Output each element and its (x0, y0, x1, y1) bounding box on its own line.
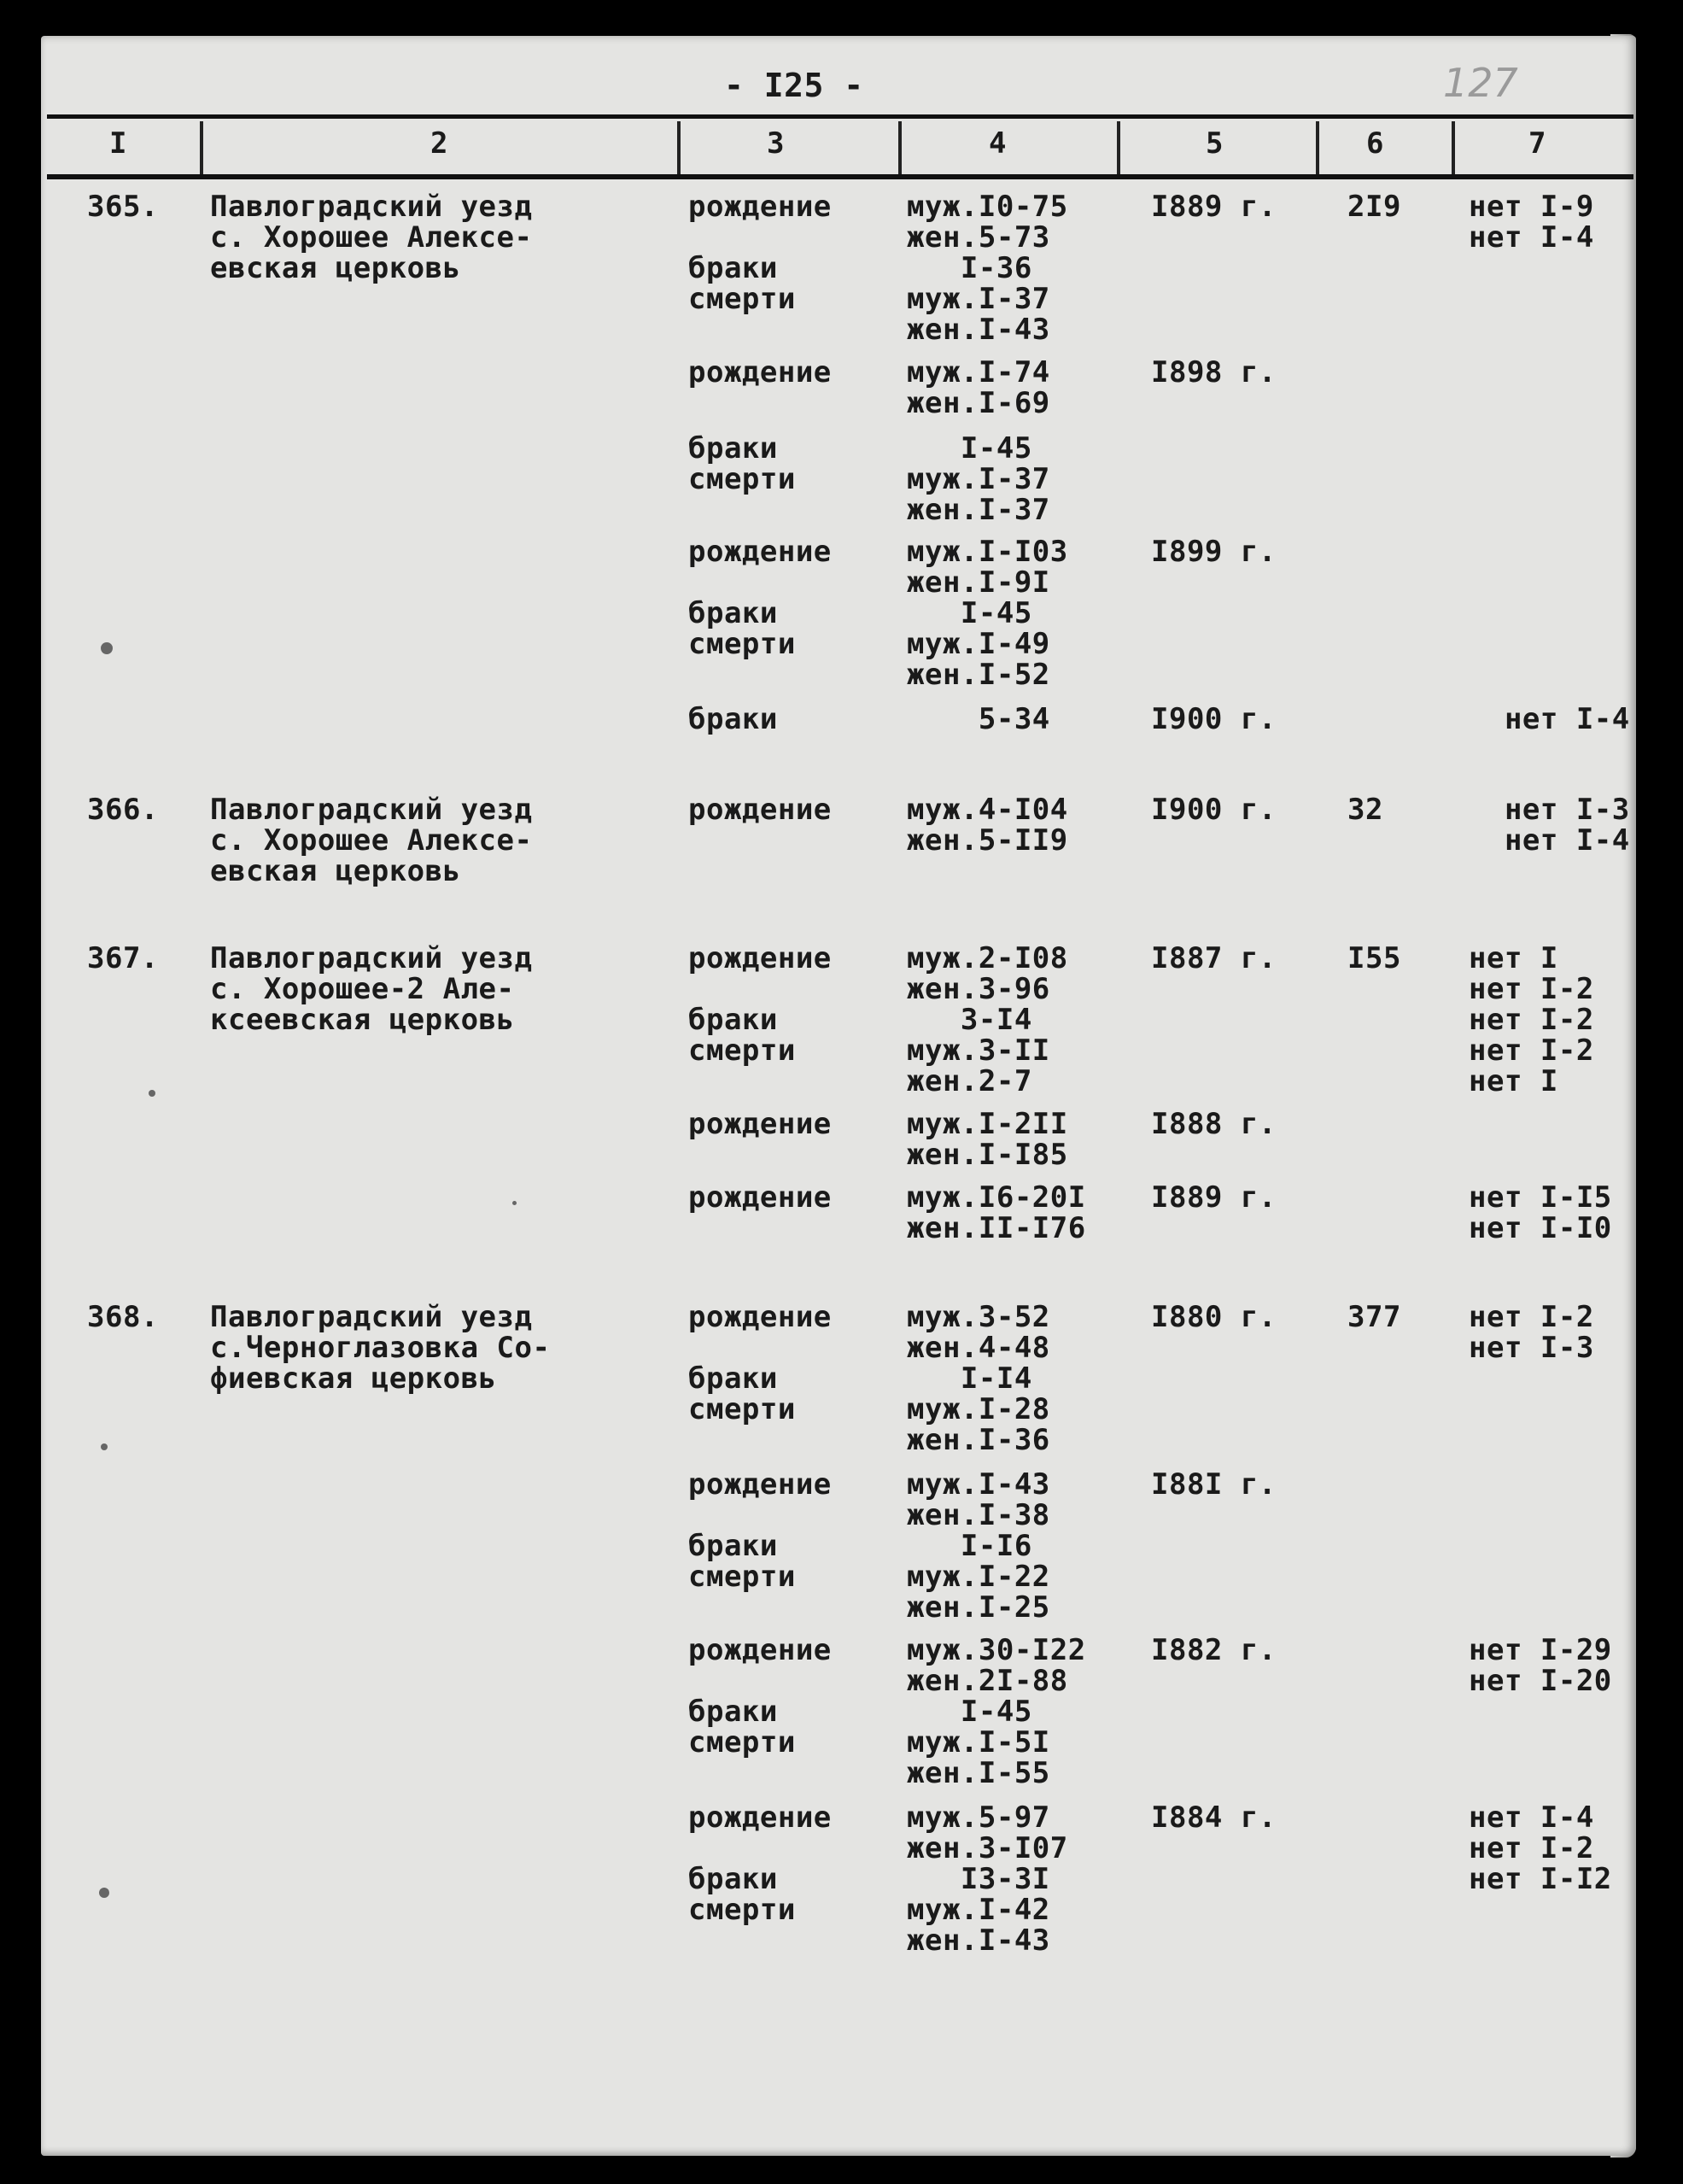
record-notes: нет I-I5 нет I-I0 (1469, 1180, 1612, 1245)
record-counts: муж.2-I08 жен.3-96 3-I4 муж.3-II жен.2-7 (907, 941, 1068, 1098)
header-top-rule (47, 114, 1633, 119)
record-year: I882 г. (1151, 1633, 1277, 1667)
column-separator (1316, 121, 1319, 174)
handwritten-folio-number: 127 (1443, 60, 1518, 106)
column-header-7: 7 (1528, 126, 1546, 161)
record-counts: 5-34 (907, 702, 1050, 736)
scan-speck (149, 1090, 155, 1097)
entry-count-col6: 377 (1347, 1300, 1401, 1334)
record-year: I888 г. (1151, 1107, 1277, 1141)
record-year: I899 г. (1151, 535, 1277, 569)
record-counts: муж.I0-75 жен.5-73 I-36 муж.I-37 жен.I-43 (907, 190, 1068, 347)
record-year: I889 г. (1151, 1180, 1277, 1215)
record-notes: нет I-3 нет I-4 (1504, 793, 1630, 858)
entry-place: Павлоградский уезд с.Черноглазовка Со- фиевская церковь (210, 1300, 551, 1396)
entry-count-col6: I55 (1347, 941, 1401, 975)
column-header-3: 3 (767, 126, 785, 161)
record-notes: нет I-4 нет I-2 нет I-I2 (1469, 1800, 1612, 1896)
entry-place: Павлоградский уезд с. Хорошее-2 Але- ксеевская церковь (210, 941, 533, 1037)
column-header-6: 6 (1366, 126, 1384, 161)
record-year: I88I г. (1151, 1467, 1277, 1502)
record-types: рождение (688, 355, 832, 389)
record-year: I900 г. (1151, 702, 1277, 736)
record-types: рождение браки смерти (688, 1633, 832, 1759)
column-header-5: 5 (1206, 126, 1224, 161)
record-year: I884 г. (1151, 1800, 1277, 1835)
entry-number: 368. (87, 1300, 159, 1334)
entry-number: 367. (87, 941, 159, 975)
record-types: браки (688, 702, 778, 736)
record-types: рождение браки смерти (688, 941, 832, 1068)
archival-page (41, 36, 1636, 2156)
column-separator (677, 121, 681, 174)
record-notes: нет I-9 нет I-4 (1469, 190, 1594, 255)
record-counts: муж.4-I04 жен.5-II9 (907, 793, 1068, 858)
record-year: I889 г. (1151, 190, 1277, 224)
entry-place: Павлоградский уезд с. Хорошее Алексе- евская церковь (210, 793, 533, 888)
record-counts: муж.30-I22 жен.2I-88 I-45 муж.I-5I жен.I-55 (907, 1633, 1086, 1790)
column-separator (200, 121, 203, 174)
record-notes: нет I нет I-2 нет I-2 нет I-2 нет I (1469, 941, 1594, 1098)
record-types: браки смерти (688, 431, 796, 496)
column-separator (1117, 121, 1120, 174)
record-counts: муж.I-74 жен.I-69 (907, 355, 1050, 420)
record-counts: муж.I-2II жен.I-I85 (907, 1107, 1068, 1172)
entry-number: 365. (87, 190, 159, 224)
column-separator (1452, 121, 1455, 174)
record-notes: нет I-4 (1469, 702, 1630, 736)
record-counts: I-45 муж.I-37 жен.I-37 (907, 431, 1050, 527)
scan-speck (101, 1443, 108, 1450)
scan-speck (99, 1888, 109, 1898)
record-types: рождение браки смерти (688, 190, 832, 316)
record-notes: нет I-29 нет I-20 (1469, 1633, 1612, 1698)
column-separator (898, 121, 902, 174)
record-counts: муж.3-52 жен.4-48 I-I4 муж.I-28 жен.I-36 (907, 1300, 1050, 1457)
column-header-2: 2 (430, 126, 448, 161)
record-types: рождение браки смерти (688, 1467, 832, 1594)
record-types: рождение браки смерти (688, 1800, 832, 1927)
record-types: рождение браки смерти (688, 1300, 832, 1426)
record-types: рождение (688, 1107, 832, 1141)
record-notes: нет I-2 нет I-3 (1469, 1300, 1594, 1365)
entry-number: 366. (87, 793, 159, 827)
record-counts: муж.5-97 жен.3-I07 I3-3I муж.I-42 жен.I-43 (907, 1800, 1068, 1958)
record-types: рождение (688, 1180, 832, 1215)
scan-speck (101, 642, 113, 654)
entry-place: Павлоградский уезд с. Хорошее Алексе- евская церковь (210, 190, 533, 285)
column-header-1: I (109, 126, 127, 161)
record-counts: муж.I6-20I жен.II-I76 (907, 1180, 1086, 1245)
record-year: I887 г. (1151, 941, 1277, 975)
record-types: рождение браки смерти (688, 535, 832, 661)
page-number: - I25 - (724, 67, 864, 104)
column-header-4: 4 (989, 126, 1007, 161)
record-year: I898 г. (1151, 355, 1277, 389)
record-counts: муж.I-I03 жен.I-9I I-45 муж.I-49 жен.I-52 (907, 535, 1068, 692)
record-year: I880 г. (1151, 1300, 1277, 1334)
record-year: I900 г. (1151, 793, 1277, 827)
scan-speck (512, 1201, 517, 1205)
entry-count-col6: 2I9 (1347, 190, 1401, 224)
header-bottom-rule (47, 174, 1633, 179)
record-counts: муж.I-43 жен.I-38 I-I6 муж.I-22 жен.I-25 (907, 1467, 1050, 1625)
record-types: рождение (688, 793, 832, 827)
entry-count-col6: 32 (1347, 793, 1383, 827)
